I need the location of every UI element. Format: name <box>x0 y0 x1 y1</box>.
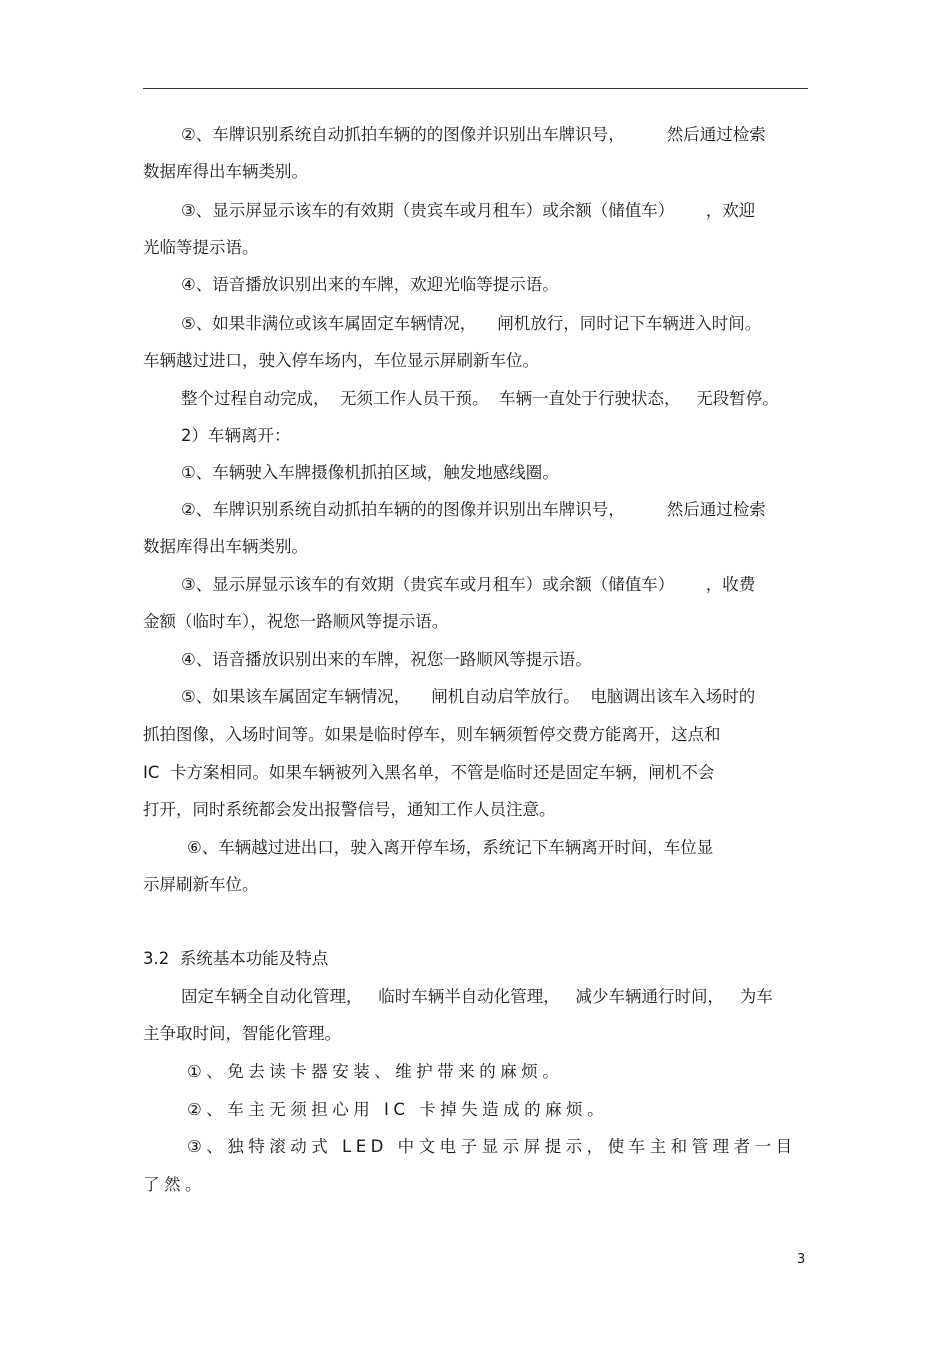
text-line: 了然。 <box>143 1175 206 1194</box>
text-line: 整个过程自动完成， 无须工作人员干预。 车辆一直处于行驶状态， 无段暂停。 <box>181 389 779 408</box>
text-line: ③、独特滚动式 LED 中文电子显示屏提示，使车主和管理者一目 <box>187 1137 797 1156</box>
text-line: 示屏刷新车位。 <box>143 875 259 894</box>
text-line: 主争取时间，智能化管理。 <box>143 1024 341 1043</box>
text-line: 打开，同时系统都会发出报警信号，通知工作人员注意。 <box>143 800 556 819</box>
text-line: ③、显示屏显示该车的有效期（贵宾车或月租车）或余额（储值车） ，欢迎 <box>181 201 756 220</box>
text-line: ②、车主无须担心用 IC 卡掉失造成的麻烦。 <box>187 1100 609 1119</box>
text-line: 固定车辆全自动化管理， 临时车辆半自动化管理， 减少车辆通行时间， 为车 <box>181 987 773 1006</box>
text-line: ⑤、如果非满位或该车属固定车辆情况， 闸机放行，同时记下车辆进入时间。 <box>181 314 762 333</box>
text-line: 数据库得出车辆类别。 <box>143 537 308 556</box>
header-rule <box>143 88 808 89</box>
text-line: ①、免去读卡器安装、维护带来的麻烦。 <box>187 1062 564 1081</box>
text-line: 金额（临时车），祝您一路顺风等提示语。 <box>143 612 449 631</box>
text-line: ④、语音播放识别出来的车牌，祝您一路顺风等提示语。 <box>181 650 592 669</box>
text-line: IC 卡方案相同。如果车辆被列入黑名单，不管是临时还是固定车辆，闸机不会 <box>143 763 715 782</box>
text-line: ①、车辆驶入车牌摄像机抓拍区域，触发地感线圈。 <box>181 463 559 482</box>
text-line: ②、车牌识别系统自动抓拍车辆的的图像并识别出车牌识号， 然后通过检索 <box>181 500 766 519</box>
list-heading: 2）车辆离开： <box>181 426 291 445</box>
text-line: ②、车牌识别系统自动抓拍车辆的的图像并识别出车牌识号， 然后通过检索 <box>181 125 766 144</box>
text-line: 数据库得出车辆类别。 <box>143 162 308 181</box>
section-heading: 3.2 系统基本功能及特点 <box>143 949 329 968</box>
text-line: 抓拍图像，入场时间等。如果是临时停车，则车辆须暂停交费方能离开，这点和 <box>143 725 721 744</box>
text-line: 车辆越过进口，驶入停车场内，车位显示屏刷新车位。 <box>143 351 539 370</box>
text-line: ⑥、车辆越过进出口，驶入离开停车场，系统记下车辆离开时间，车位显 <box>187 838 714 857</box>
text-line: ③、显示屏显示该车的有效期（贵宾车或月租车）或余额（储值车） ，收费 <box>181 575 756 594</box>
text-line: 光临等提示语。 <box>143 238 259 257</box>
text-line: ④、语音播放识别出来的车牌，欢迎光临等提示语。 <box>181 275 559 294</box>
text-line: ⑤、如果该车属固定车辆情况， 闸机自动启竿放行。 电脑调出该车入场时的 <box>181 687 756 706</box>
page-number: 3 <box>797 1252 806 1267</box>
